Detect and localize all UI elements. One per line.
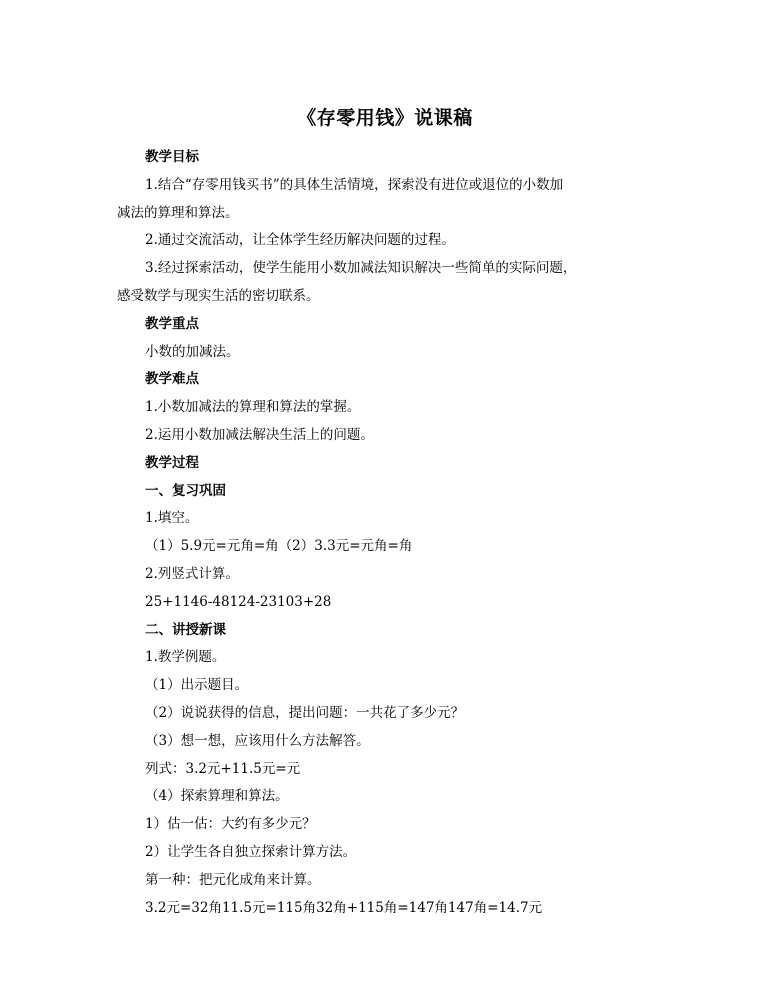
text-line: 1.结合“存零用钱买书”的具体生活情境，探索没有进位或退位的小数加 xyxy=(145,176,564,193)
text-line: （3）想一想，应该用什么方法解答。 xyxy=(145,732,370,749)
text-line: （1）出示题目。 xyxy=(145,677,249,694)
text-line: 1.教学例题。 xyxy=(145,649,226,666)
text-line: 第一种：把元化成角来计算。 xyxy=(145,871,321,888)
text-line: 3.经过探索活动，使学生能用小数加减法知识解决一些简单的实际问题， xyxy=(145,260,577,277)
section-heading: 一、复习巩固 xyxy=(145,482,226,499)
section-heading: 教学重点 xyxy=(145,315,199,332)
section-heading: 教学难点 xyxy=(145,371,199,388)
text-line: （4）探索算理和算法。 xyxy=(145,788,289,805)
text-line: 2.列竖式计算。 xyxy=(145,565,239,582)
text-line: 1.小数加减法的算理和算法的掌握。 xyxy=(145,399,361,416)
text-line: 2.通过交流活动，让全体学生经历解决问题的过程。 xyxy=(145,232,455,249)
document-title: 《存零用钱》说课稿 xyxy=(297,107,473,129)
document-body xyxy=(117,144,657,922)
text-line: （2）说说获得的信息，提出问题：一共花了多少元？ xyxy=(145,704,465,721)
text-line: 1）估一估：大约有多少元？ xyxy=(145,816,316,833)
text-line: 小数的加减法。 xyxy=(145,343,240,360)
text-line: 减法的算理和算法。 xyxy=(117,204,239,221)
section-heading: 二、讲授新课 xyxy=(145,621,226,638)
section-heading: 教学目标 xyxy=(145,149,199,165)
text-line: 2.运用小数加减法解决生活上的问题。 xyxy=(145,426,374,443)
section-heading: 教学过程 xyxy=(145,454,199,471)
text-line: 25+1146-48124-23103+28 xyxy=(145,593,332,610)
text-line: 3.2元=32角11.5元=115角32角+115角=147角147角=14.7元 xyxy=(145,899,543,916)
text-line: 列式：3.2元+11.5元=元 xyxy=(145,760,301,777)
text-line: 感受数学与现实生活的密切联系。 xyxy=(117,287,320,304)
text-line: 1.填空。 xyxy=(145,510,199,527)
text-line: 2）让学生各自独立探索计算方法。 xyxy=(145,843,357,860)
text-line: （1）5.9元=元角=角（2）3.3元=元角=角 xyxy=(145,538,413,555)
